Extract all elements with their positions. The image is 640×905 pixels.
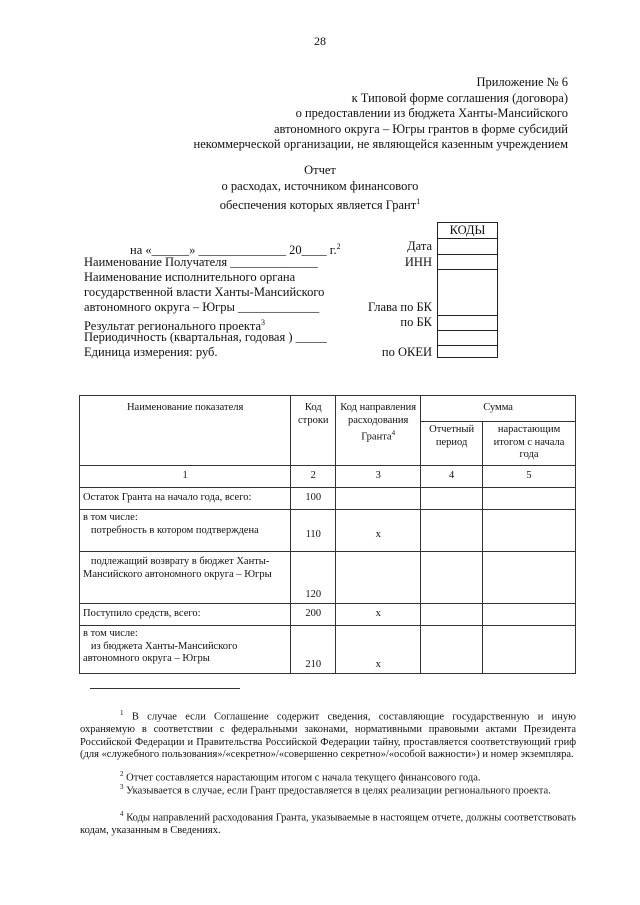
row-period-value[interactable] [421, 552, 483, 604]
codes-title: КОДЫ [438, 223, 497, 239]
row-name: Остаток Гранта на начало года, всего: [80, 488, 291, 510]
row-cumulative-value[interactable] [483, 488, 576, 510]
exec-body-line: государственной власти Ханты-Мансийского [84, 285, 325, 299]
label-inn: ИНН [404, 255, 432, 269]
footnote-ref: 2 [336, 242, 341, 251]
title-line-text: обеспечения которых является Грант [219, 198, 417, 213]
header-code: Код строки [291, 396, 336, 466]
date-month-blank: ______________ [198, 243, 286, 258]
appendix-header [148, 75, 568, 153]
label-glava-bk: Глава по БК [367, 300, 432, 314]
footnote-text: В случае если Соглашение содержит сведения, составляющие государственную и иную охраняемую в соответствии с федеральными законами, нормативными правовыми актами Президента Российской Федерации и Правительства Российской Федерации тайну, проставляется соответствующий гриф (для «служебного пользования»/«секретно»/«совершенно секретно»/«особой важности») и номер экземпляра. [80, 711, 577, 761]
row-name: подлежащий возврату в бюджет Ханты-Мансийского автономного округа – Югры [80, 552, 291, 604]
report-title [0, 163, 640, 214]
footnote-ref: 1 [416, 197, 421, 206]
row-cumulative-value[interactable] [483, 604, 576, 626]
code-cell-inn[interactable] [438, 255, 497, 270]
label-okei: по ОКЕИ [381, 345, 432, 359]
row-code: 100 [291, 488, 336, 510]
table-row [80, 552, 576, 604]
appendix-line: к Типовой форме соглашения (договора) [351, 90, 568, 105]
col-number: 5 [483, 466, 576, 488]
row-cumulative-value[interactable] [483, 510, 576, 552]
footnote-1 [80, 707, 576, 762]
row-code: 200 [291, 604, 336, 626]
row-code: 210 [291, 626, 336, 674]
col-number: 4 [421, 466, 483, 488]
row-name: в том числе: из бюджета Ханты-Мансийского автономного округа – Югры [80, 626, 291, 674]
col-number: 3 [336, 466, 421, 488]
table-row [80, 626, 576, 674]
date-year-blank: ____ [301, 243, 327, 258]
header-sum: Сумма [421, 396, 576, 422]
periodicity-line: Периодичность (квартальная, годовая ) _____ [84, 330, 327, 344]
row-name: Поступило средств, всего: [80, 604, 291, 626]
row-direction[interactable]: x [336, 626, 421, 674]
footnote-mark: 3 [120, 783, 124, 791]
code-cell-bk[interactable] [438, 316, 497, 331]
appendix-line: некоммерческой организации, не являющейся казенным учреждением [193, 137, 568, 151]
footnote-mark: 4 [120, 810, 124, 818]
row-direction[interactable]: x [336, 604, 421, 626]
header-period: Отчетный период [421, 422, 483, 466]
row-period-value[interactable] [421, 510, 483, 552]
footnote-divider [90, 688, 240, 689]
row-code: 110 [291, 510, 336, 552]
label-date: Дата [407, 239, 432, 253]
exec-body-line: автономного округа – Югры _____________ [84, 300, 320, 314]
exec-body-line: Наименование исполнительного органа [84, 270, 296, 284]
footnote-mark: 1 [120, 709, 124, 717]
row-cumulative-value[interactable] [483, 552, 576, 604]
unit-line: Единица измерения: руб. [84, 345, 218, 359]
title-line: о расходах, источником финансового [221, 178, 419, 193]
appendix-line: о предоставлении из бюджета Ханты-Мансийского [295, 106, 568, 120]
row-name: в том числе: потребность в котором подтверждена [80, 510, 291, 552]
report-table [79, 395, 576, 674]
title-line [0, 194, 640, 214]
header-name: Наименование показателя [80, 396, 291, 466]
footnote-text: Отчет составляется нарастающим итогом с начала текущего финансового года. [126, 772, 481, 784]
date-year-prefix: 20 [289, 243, 302, 258]
recipient-line: Наименование Получателя ______________ [84, 255, 318, 269]
header-direction [336, 396, 421, 466]
project-text: Результат регионального проекта [84, 319, 261, 334]
footnote-text: Коды направлений расходования Гранта, указываемые в настоящем отчете, должны соответствовать кодам, указанным в Сведениях. [80, 812, 576, 837]
table-row [80, 510, 576, 552]
appendix-line: автономного округа – Югры грантов в форме субсидий [273, 121, 568, 136]
footnote-ref: 3 [261, 318, 265, 327]
table-row [80, 604, 576, 626]
label-bk: по БК [400, 315, 432, 329]
date-prefix: на « [130, 243, 152, 258]
header-cumulative: нарастающим итогом с начала года [483, 422, 576, 466]
row-code: 120 [291, 552, 336, 604]
row-cumulative-value[interactable] [483, 626, 576, 674]
row-period-value[interactable] [421, 488, 483, 510]
col-number: 2 [291, 466, 336, 488]
footnote-mark: 2 [120, 770, 124, 778]
row-period-value[interactable] [421, 626, 483, 674]
code-cell-date[interactable] [438, 239, 497, 255]
footnote-3 [80, 781, 576, 798]
codes-box [437, 222, 498, 358]
code-cell-glava-bk[interactable] [438, 270, 497, 316]
title-line: Отчет [304, 163, 336, 177]
page-number: 28 [314, 34, 326, 48]
date-mid: » [189, 243, 196, 258]
footnote-4 [80, 808, 576, 838]
row-direction[interactable]: x [336, 510, 421, 552]
footnote-ref: 4 [391, 429, 396, 437]
row-direction[interactable] [336, 488, 421, 510]
date-suffix: г. [326, 243, 337, 258]
code-cell-period[interactable] [438, 331, 497, 346]
date-day-blank: ______ [151, 243, 190, 258]
table-row [80, 488, 576, 510]
row-direction[interactable] [336, 552, 421, 604]
header-direction-text: Код направления расходования Гранта [340, 402, 417, 443]
footnote-text: Указывается в случае, если Грант предоставляется в целях реализации регионального проекта. [126, 785, 551, 797]
row-period-value[interactable] [421, 604, 483, 626]
appendix-line: Приложение № 6 [476, 75, 568, 89]
code-cell-okei[interactable] [438, 346, 497, 359]
col-number: 1 [80, 466, 291, 488]
